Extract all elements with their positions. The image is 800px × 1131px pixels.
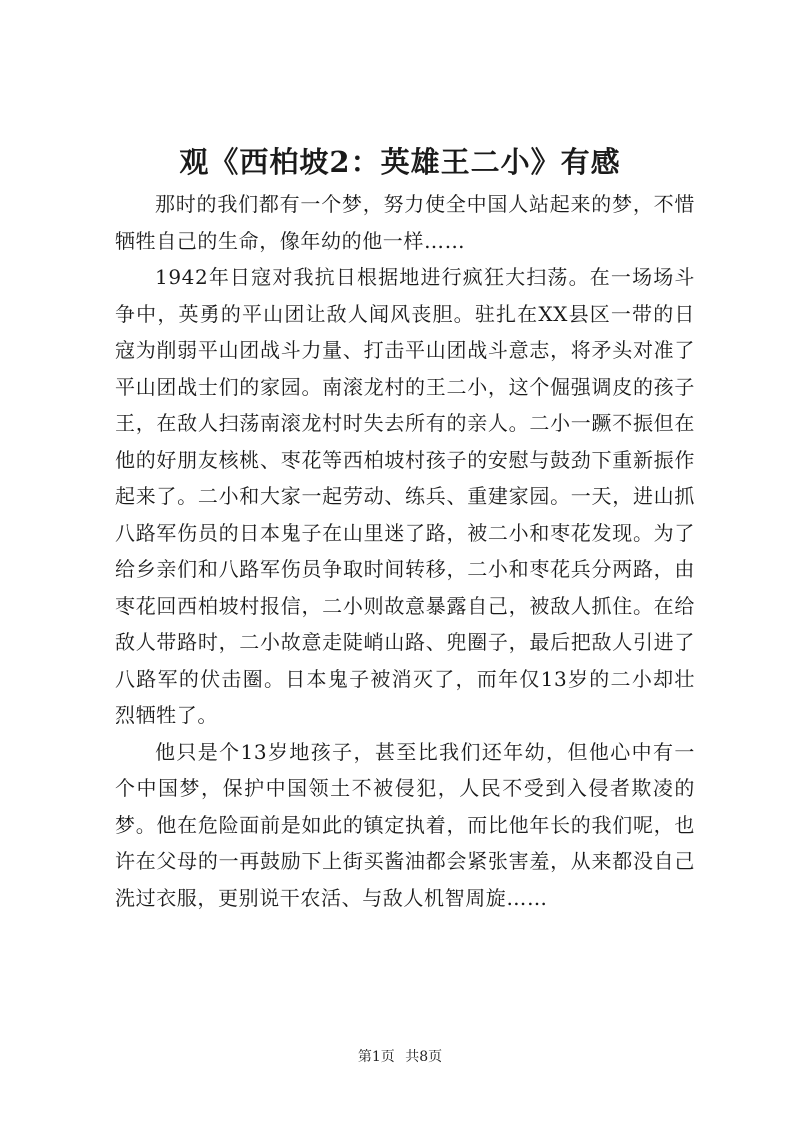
paragraph-story: 1942年日寇对我抗日根据地进行疯狂大扫荡。在一场场斗争中，英勇的平山团让敌人闻风丧胆。驻扎在XX县区一带的日寇为削弱平山团战斗力量、打击平山团战斗意志，将矛头对准了平山团战士们的家园。南滚龙村的王二小，这个倔强调皮的孩子王，在敌人扫荡南滚龙村时失去所有的亲人。二小一蹶不振但在他的好朋友核桃、枣花等西柏坡村孩子的安慰与鼓劲下重新振作起来了。二小和大家一起劳动、练兵、重建家园。一天，进山抓八路军伤员的日本鬼子在山里迷了路，被二小和枣花发现。为了给乡亲们和八路军伤员争取时间转移，二小和枣花兵分两路，由枣花回西柏坡村报信，二小则故意暴露自己，被敌人抓住。在给敌人带路时，二小故意走陡峭山路、兜圈子，最后把敌人引进了八路军的伏击圈。日本鬼子被消灭了，而年仅13岁的二小却壮烈牺牲了。	[115, 265, 695, 727]
paragraph-reflection: 他只是个13岁地孩子，甚至比我们还年幼，但他心中有一个中国梦，保护中国领土不被侵犯，人民不受到入侵者欺凌的梦。他在危险面前是如此的镇定执着，而比他年长的我们呢，也许在父母的一再鼓励下上街买酱油都会紧张害羞，从来都没自己洗过衣服，更别说干农活、与敌人机智周旋……	[115, 739, 695, 910]
paragraph-intro: 那时的我们都有一个梦，努力使全中国人站起来的梦，不惜牺牲自己的生命，像年幼的他一样……	[115, 192, 695, 253]
page-total: 共8页	[405, 1049, 443, 1065]
page-title: 观《西柏坡2：英雄王二小》有感	[179, 145, 621, 179]
document-body	[115, 186, 695, 916]
page-number: 第1页	[357, 1049, 395, 1065]
page-footer	[0, 1047, 800, 1067]
